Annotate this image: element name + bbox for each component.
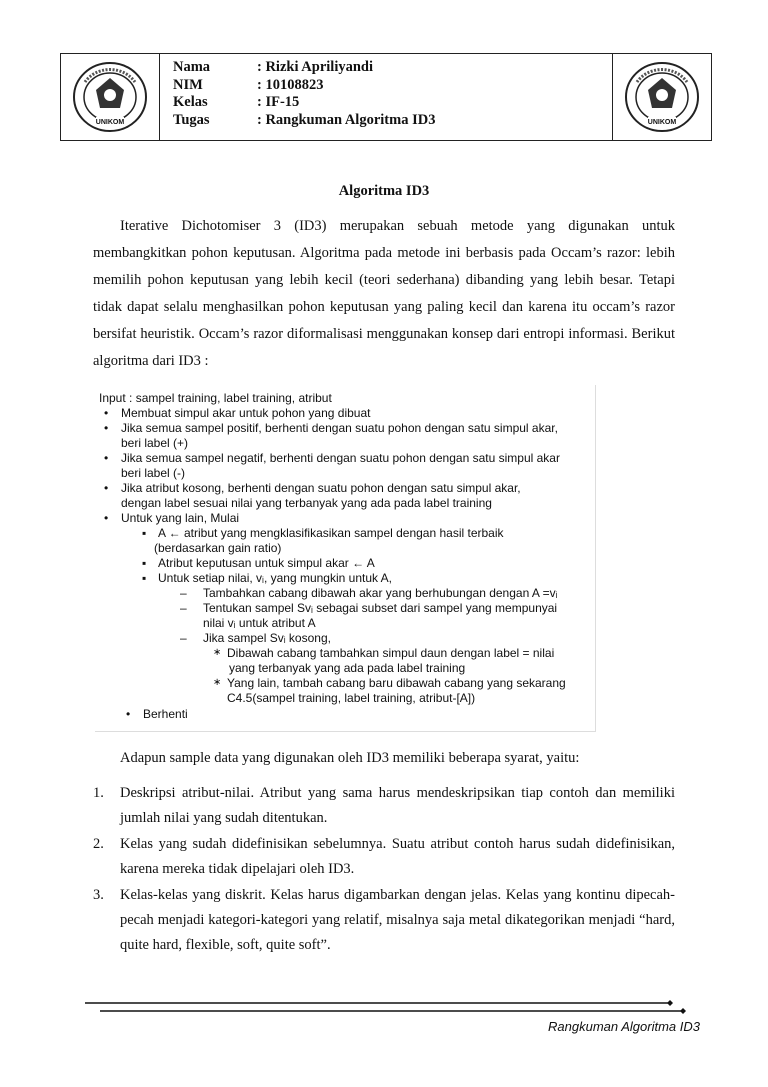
algo-step-cont: dengan label sesuai nilai yang terbanyak yang ada pada label training [121,496,492,510]
algo-input: Input : sampel training, label training, atribut [99,391,332,405]
algo-substep: ▪ A ← atribut yang mengklasifikasikan sampel dengan hasil terbaik [158,526,504,540]
algo-subsubstep: – Jika sampel Svᵢ kosong, [203,631,331,645]
algo-step: • Jika semua sampel negatif, berhenti dengan suatu pohon dengan satu simpul akar [121,451,560,465]
algo-step: • Jika semua sampel positif, berhenti dengan suatu pohon dengan satu simpul akar, [121,421,558,435]
algo-leaf-step-cont: C4.5(sampel training, label training, atribut-[A]) [227,691,476,705]
info-row-nim: NIM : 10108823 [173,76,324,93]
algo-subsubstep-cont: nilai vᵢ untuk atribut A [203,616,316,630]
requirement-item: 2. Kelas yang sudah didefinisikan sebelumnya. Suatu atribut contoh harus sudah didefinisikan, karena mereka tidak dipelajari oleh ID3. [93,836,675,877]
footer-title: Rangkuman Algoritma ID3 [548,1019,700,1034]
algo-leaf-step: ∗ Dibawah cabang tambahkan simpul daun dengan label = nilai [227,646,554,660]
info-row-class: Kelas : IF-15 [173,94,300,110]
algo-step: • Untuk yang lain, Mulai [121,511,239,525]
header-table [60,53,712,141]
unikom-logo-icon [623,60,701,134]
algorithm-figure [95,385,596,732]
algo-step-cont: beri label (+) [121,436,189,450]
algo-substep-cont: (berdasarkan gain ratio) [154,541,282,555]
algo-subsubstep: – Tambahkan cabang dibawah akar yang berhubungan dengan A =vᵢ [203,586,558,600]
algo-step: • Jika atribut kosong, berhenti dengan suatu pohon dengan satu simpul akar, [121,481,521,495]
logo-text: UNIKOM [95,119,125,126]
algo-leaf-step-cont: yang terbanyak yang ada pada label training [229,661,466,675]
requirement-item: 1. Deskripsi atribut-nilai. Atribut yang sama harus mendeskripsikan tiap contoh dan memiliki jumlah nilai yang sudah ditentukan. [93,785,675,826]
algo-step: • Membuat simpul akar untuk pohon yang dibuat [121,406,371,420]
intro-paragraph-text: Iterative Dichotomiser 3 (ID3) merupakan sebuah metode yang digunakan untuk membangkitkan pohon keputusan. Algoritma pada metode ini berbasis pada Occam’s razor: lebih memilih pohon keputusan yang lebih kecil (teori sederhana) dibanding yang lebih besar. Tetapi tidak dapat selalu menghasilkan pohon keputusan yang paling kecil dan karena itu occam’s razor bersifat heuristik. Occam’s razor diformalisasi menggunakan konsep dari entropi informasi. Berikut algoritma dari ID3 : [93,218,675,369]
footer-rule [85,998,690,1018]
unikom-logo-icon [71,60,149,134]
document-title: Algoritma ID3 [338,183,430,199]
logo-cell-left [61,54,160,140]
algo-substep: ▪ Untuk setiap nilai, vᵢ, yang mungkin untuk A, [158,571,392,585]
student-info [160,54,612,140]
info-row-name: Nama : Rizki Apriliyandi [173,59,374,75]
algo-step-end: • Berhenti [143,707,188,721]
algo-substep: ▪ Atribut keputusan untuk simpul akar ← A [158,556,375,570]
info-row-task: Tugas : Rangkuman Algoritma ID3 [173,111,436,128]
intro-paragraph [93,213,675,375]
requirements-intro: Adapun sample data yang digunakan oleh ID3 memiliki beberapa syarat, yaitu: [120,750,580,766]
logo-cell-right [612,54,711,140]
algo-leaf-step: ∗ Yang lain, tambah cabang baru dibawah cabang yang sekarang [227,676,566,690]
requirement-item: 3. Kelas-kelas yang diskrit. Kelas harus digambarkan dengan jelas. Kelas yang kontinu dipecah-pecah menjadi kategori-kategori yang relatif, misalnya saja metal dikategorikan menjadi “hard, quite hard, flexible, soft, quite soft”. [93,887,675,953]
logo-text: UNIKOM [647,119,677,126]
requirements-list [93,781,675,959]
algo-subsubstep: – Tentukan sampel Svᵢ sebagai subset dari sampel yang mempunyai [203,601,557,615]
algo-step-cont: beri label (-) [121,466,186,480]
